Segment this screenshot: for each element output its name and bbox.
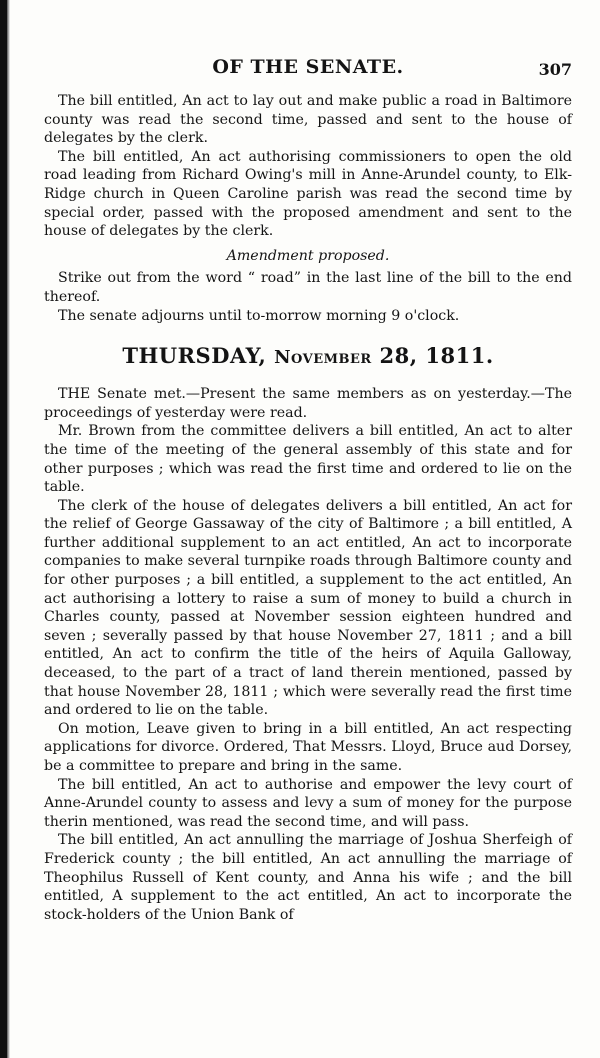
section-gap (44, 325, 572, 327)
paragraph-amendment-text: Strike out from the word “ road” in the last line of the bill to the end thereof. (44, 270, 572, 305)
amendment-heading: Amendment proposed. (226, 247, 390, 264)
paragraph-clerk-delivers-bills: The clerk of the house of delegates delivers a bill entitled, An act for the relief of George Gassaway of the city of Baltimore ; a bill entitled, A further additional supplement to an act entitled, An act to incorporate companies to make several turnpike roads through Baltimore county and for other purposes ; a bill entitled, a supplement to the act entitled, An act authorising a lottery to raise a sum of money to build a church in Charles county, passed at November session eighteen hundred and seven ; severally passed by that house November 27, 1811 ; and a bill entitled, An act to confirm the title of the heirs of Aquila Galloway, deceased, to the part of a tract of land therein mentioned, passed by that house November 28, 1811 ; which were severally read the first time and ordered to lie on the table. (44, 497, 572, 719)
paragraph-adjournment: The senate adjourns until to-morrow morning 9 o'clock. (58, 307, 460, 324)
paragraph-old-road-commissioners: The bill entitled, An act authorising commissioners to open the old road leading from Richard Owing's mill in Anne-Arundel county, to Elk-Ridge church in Queen Caroline parish was read the second time by special order, passed with the proposed amendment and sent to the house of delegates by the clerk. (44, 148, 572, 240)
spine-edge-gradient (7, 0, 10, 1058)
date-heading-day: THURSDAY, (122, 343, 267, 369)
page-content (44, 52, 572, 924)
running-title: OF THE SENATE. (212, 56, 404, 78)
page-number: 307 (538, 60, 572, 79)
paragraph-mr-brown-bill: Mr. Brown from the committee delivers a bill entitled, An act to alter the time of the meeting of the general assembly of this state and for other purposes ; which was read the first time and ordered to lie on the table. (44, 423, 572, 496)
date-heading-date: 28, 1811. (379, 343, 494, 369)
paragraph-divorce-motion: On motion, Leave given to bring in a bill entitled, An act respecting applications for divorce. Ordered, That Messrs. Lloyd, Bruce aud Dorsey, be a committee to prepare and bring in the same. (44, 720, 572, 774)
paragraph-levy-court-bill: The bill entitled, An act to authorise and empower the levy court of Anne-Arundel county to assess and levy a sum of money for the purpose therin mentioned, was read the second time, and will pass. (44, 776, 572, 830)
paragraph-marriage-annulment-bills: The bill entitled, An act annulling the marriage of Joshua Sherfeigh of Frederick county ; the bill entitled, An act annulling the marriage of Theophilus Russell of Kent county, and Anna his wife ; and the bill entitled, A supplement to the act entitled, An act to incorporate the stock-holders of the Union Bank of (44, 832, 572, 923)
date-heading-month: November (274, 347, 372, 369)
book-spine-shadow (0, 0, 7, 1058)
running-head (44, 52, 572, 86)
date-heading (44, 343, 572, 371)
paragraph-senate-met: THE Senate met.—Present the same members as on yesterday.—The proceedings of yesterday were read. (44, 386, 572, 421)
paragraph-road-baltimore: The bill entitled, An act to lay out and make public a road in Baltimore county was read the second time, passed and sent to the house of delegates by the clerk. (44, 93, 572, 147)
